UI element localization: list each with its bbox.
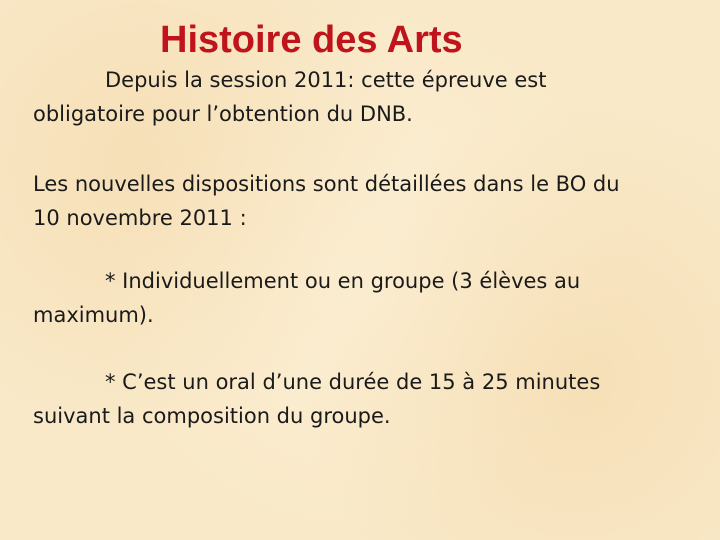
paragraph-session-2011 [33,63,693,131]
paragraph-line: * Individuellement ou en groupe (3 élèves au [105,269,581,293]
paragraph-line: obligatoire pour l’obtention du DNB. [33,102,413,126]
paragraph-line: * C’est un oral d’une durée de 15 à 25 minutes [105,370,601,394]
paragraph-line: Depuis la session 2011: cette épreuve est [105,68,547,92]
paragraph-line: Les nouvelles dispositions sont détaillées dans le BO du [33,172,620,196]
paragraph-group-size [33,264,693,332]
paragraph-bo-reference [33,167,693,235]
paragraph-line: 10 novembre 2011 : [33,206,247,230]
paragraph-line: maximum). [33,303,154,327]
paragraph-oral-duration [33,365,693,433]
paragraph-line: suivant la composition du groupe. [33,404,391,428]
slide-title: Histoire des Arts [160,19,463,61]
